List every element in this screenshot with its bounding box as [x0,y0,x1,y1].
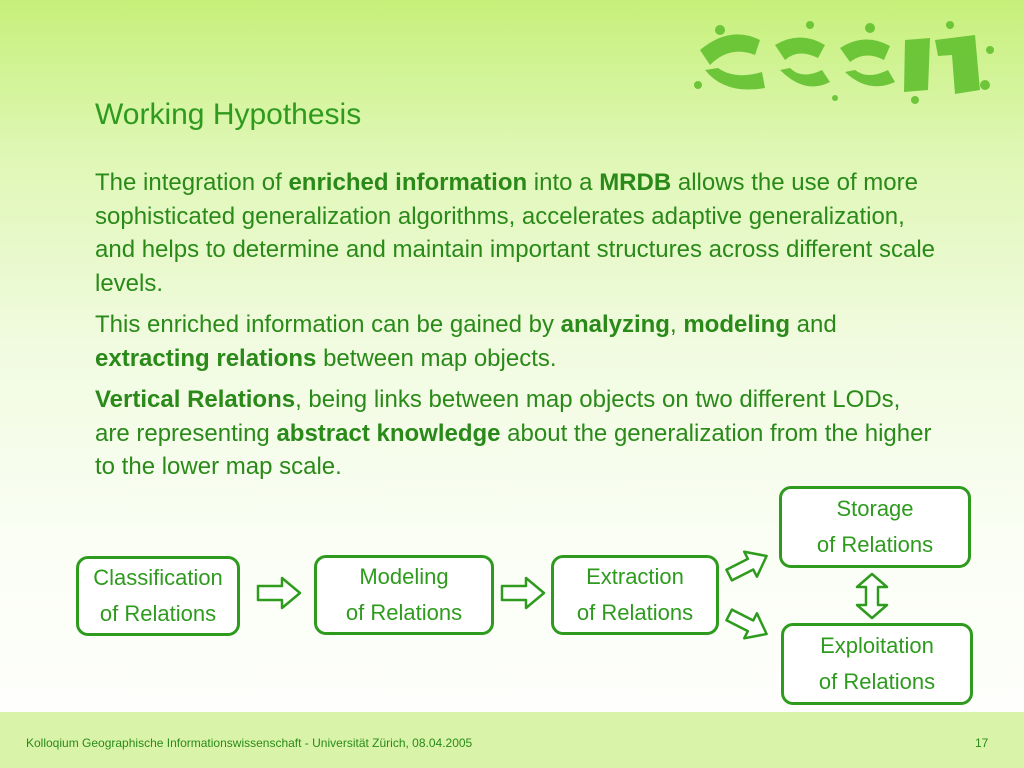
paragraph-2 [95,308,935,375]
body-run: between map objects. [316,344,557,372]
logo-icon [690,10,1000,105]
footer-text: Kolloqium Geographische Informationswissenschaft - Universität Zürich, 08.04.2005 [26,736,473,750]
paragraph-3 [95,383,935,484]
arrow-up-right-icon [722,542,772,590]
extraction-box [551,555,719,635]
paragraph-1 [95,166,935,300]
emphasis-text: abstract knowledge [276,419,501,447]
storage-line2: of Relations [816,532,934,557]
body-run: The integration of [95,169,289,196]
emphasis-text: analyzing [560,311,670,338]
arrow-right-icon-1 [256,576,302,610]
body-run: into a [527,169,600,196]
modeling-line1: Modeling [359,564,449,589]
emphasis-text: modeling [683,311,790,338]
emphasis-text: extracting relations [95,344,317,372]
extraction-line1: Extraction [586,564,684,589]
slide-title: Working Hypothesis [95,98,362,131]
body-run: , [669,311,684,338]
body-run: and [789,311,837,338]
classification-line2: of Relations [99,601,217,626]
arrow-down-right-icon [722,600,772,648]
emphasis-text: Vertical Relations [95,386,296,413]
modeling-line2: of Relations [345,600,463,625]
classification-box [76,556,240,636]
body-run: This enriched information can be gained by [95,311,561,338]
classification-line1: Classification [93,565,223,590]
body-run: , being links between map objects on two different LODs, are representing [95,386,901,447]
emphasis-text: enriched information [288,169,528,196]
page-number: 17 [975,736,989,750]
body-run: about the generalization from the higher to the lower map scale. [95,419,932,480]
modeling-box [314,555,494,635]
exploitation-line2: of Relations [818,669,936,694]
arrow-right-icon-2 [500,576,546,610]
storage-line1: Storage [836,496,914,521]
extraction-line2: of Relations [576,600,694,625]
body-run: allows the use of more sophisticated generalization algorithms, accelerates adaptive generalization, and helps to determine and maintain important structures across different scale levels. [95,169,935,297]
exploitation-line1: Exploitation [820,633,934,658]
double-arrow-vertical-icon [853,572,891,620]
body-text [95,166,935,492]
exploitation-box [781,623,973,705]
emphasis-text: MRDB [599,169,672,196]
storage-box [779,486,971,568]
